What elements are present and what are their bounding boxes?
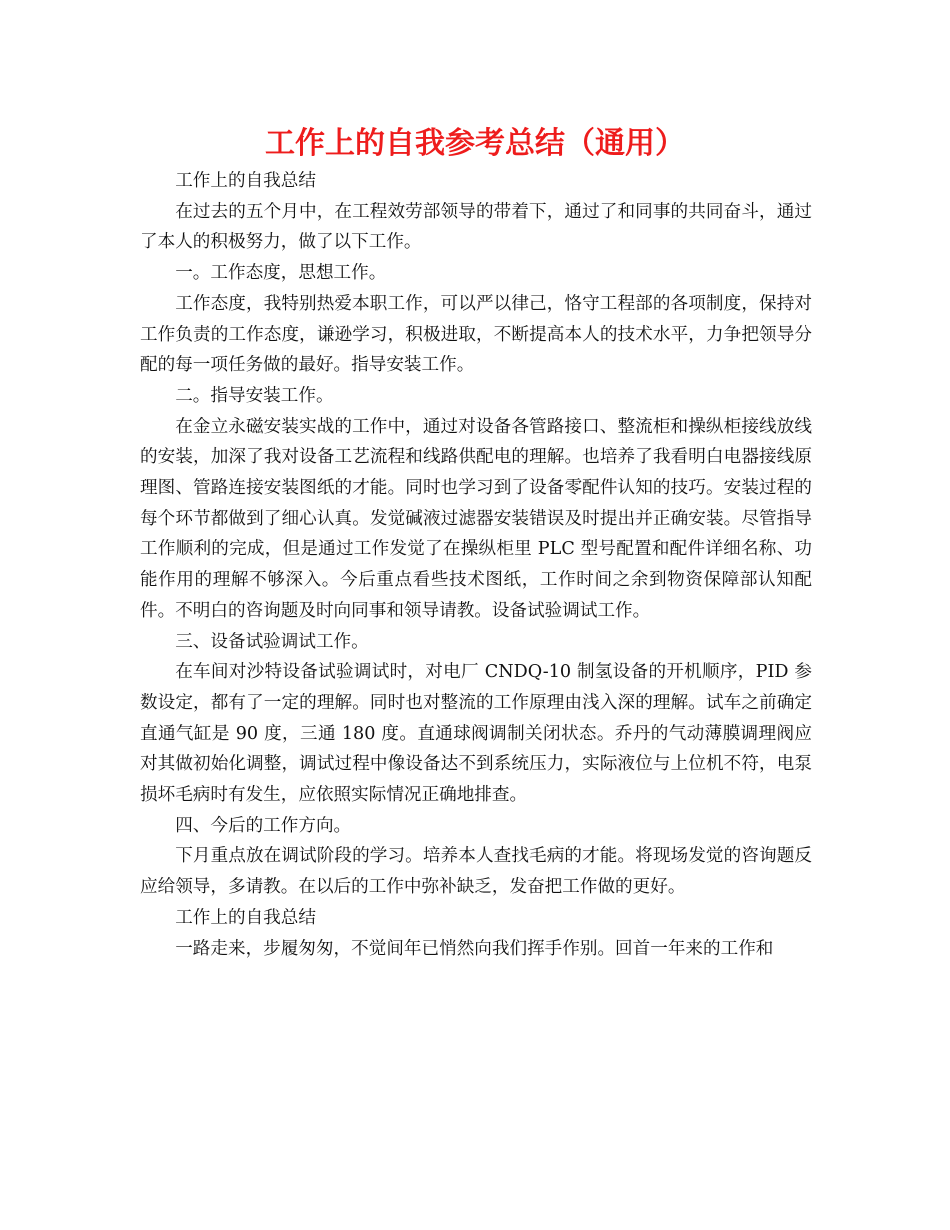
paragraph-section-2: 在金立永磁安装实战的工作中，通过对设备各管路接口、整流柜和操纵柜接线放线的安装，加深了我对设备工艺流程和线路供配电的理解。也培养了我看明白电器接线原理图、管路连接安装图纸的才能。同时也学习到了设备零配件认知的技巧。安装过程的每个环节都做到了细心认真。发觉碱液过滤器安装错误及时提出并正确安装。尽管指导工作顺利的完成，但是通过工作发觉了在操纵柜里 PLC 型号配置和配件详细名称、功能作用的理解不够深入。今后重点看些技术图纸，工作时间之余到物资保障部认知配件。不明白的咨询题及时向同事和领导请教。设备试验调试工作。 (140, 416, 812, 621)
section-heading-4: 四、今后的工作方向。 (175, 815, 352, 836)
paragraph-subheading-2: 工作上的自我总结 (175, 907, 316, 928)
paragraph-section-3: 在车间对沙特设备试验调试时，对电厂 CNDQ-10 制氢设备的开机顺序，PID 参数设定，都有了一定的理解。同时也对整流的工作原理由浅入深的理解。试车之前确定直通气缸是 90 度，三通 180 度。直通球阀调制关闭状态。乔丹的气动薄膜调理阀应对其做初始化调整，调试过程中像设备达不到系统压力，实际液位与上位机不符，电泵损坏毛病时有发生，应依照实际情况正确地排查。 (140, 662, 812, 806)
paragraph-closing: 一路走来，步履匆匆，不觉间年已悄然向我们挥手作别。回首一年来的工作和 (175, 938, 774, 959)
paragraph-section-1: 工作态度，我特别热爱本职工作，可以严以律己，恪守工程部的各项制度，保持对工作负责的工作态度，谦逊学习，积极进取，不断提高本人的技术水平，力争把领导分配的每一项任务做的最好。指导安装工作。 (140, 293, 812, 376)
paragraph-intro: 在过去的五个月中，在工程效劳部领导的带着下，通过了和同事的共同奋斗，通过了本人的积极努力，做了以下工作。 (140, 201, 812, 253)
section-heading-3: 三、设备试验调试工作。 (175, 631, 369, 652)
document-title: 工作上的自我参考总结（通用） (265, 126, 685, 161)
paragraph-section-4: 下月重点放在调试阶段的学习。培养本人查找毛病的才能。将现场发觉的咨询题反应给领导，多请教。在以后的工作中弥补缺乏，发奋把工作做的更好。 (140, 846, 812, 898)
section-heading-2: 二。指导安装工作。 (175, 385, 334, 406)
document-body (140, 166, 812, 964)
section-heading-1: 一。工作态度，思想工作。 (175, 263, 387, 284)
paragraph-subheading: 工作上的自我总结 (175, 171, 316, 191)
